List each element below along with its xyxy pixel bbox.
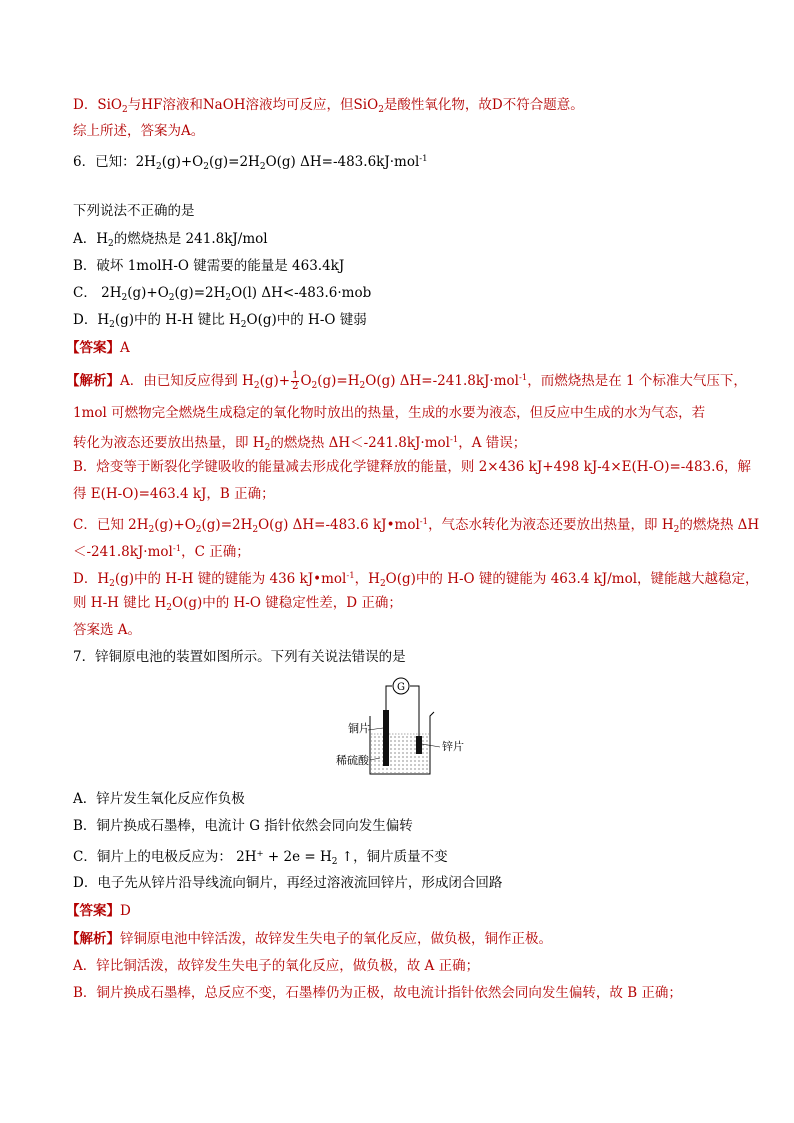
q6-analysis-line-4: B．焓变等于断裂化学键吸收的能量减去形成化学键释放的能量，则 2×436 kJ+498 kJ-4×E(H-O)=-483.6，解 — [73, 459, 751, 475]
zinc-label: 锌片 — [442, 740, 464, 753]
q6-option-b: B．破坏 1molH-O 键需要的能量是 463.4kJ — [73, 258, 345, 274]
q6-analysis-line-2: 1mol 可燃物完全燃烧生成稳定的氧化物时放出的热量，生成的水要为液态，但反应中生成的水为气态，若 — [73, 405, 706, 421]
zinc-electrode — [416, 736, 422, 754]
q7-option-d: D．电子先从锌片沿导线流向铜片，再经过溶液流回锌片，形成闭合回路 — [73, 875, 503, 891]
galvanometer-label: G — [397, 682, 405, 693]
q6-analysis-line-9: 则 H-H 键比 $H_2O(g)$中的 H-O 键稳定性差，D 正确； — [73, 595, 402, 613]
q6-analysis-line-1: 【解析】A．由已知反应得到 $H_2(g)+$ $\frac{1}{2}$ $O_2(g)=H_2O(g)$ ΔH=-241.8kJ·mol$^{-1}$，而燃烧热是在 1 个标准大气压下， — [66, 370, 747, 392]
wire-right — [410, 686, 419, 736]
q6-analysis-line-3: 转化为液态还要放出热量，即 $H_2$的燃烧热 ΔH＜-241.8kJ·mol$^{-1}$，A 错误； — [73, 435, 527, 453]
acid-label: 稀硫酸 — [336, 754, 369, 767]
q6-option-a: A．$H_2$的燃烧热是 241.8kJ/mol — [73, 231, 268, 249]
copper-electrode — [383, 710, 389, 766]
wire-left — [386, 686, 392, 712]
q6-analysis-conclusion: 答案选 A。 — [73, 622, 142, 638]
q7-stem: 7．锌铜原电池的装置如图所示。下列有关说法错误的是 — [73, 649, 406, 665]
q7-answer: 【答案】D — [66, 903, 131, 919]
q6-option-c: C． $2H_2(g)+O_2(g)=2H_2O(l)$ ΔH<-483.6·mob — [73, 285, 372, 303]
q6-analysis-line-8: D．$H_2(g)$中的 H-H 键的键能为 436 kJ•mol$^{-1}$，$H_2O(g)$中的 H-O 键的键能为 463.4 kJ/mol，键能越大越稳定， — [73, 571, 759, 589]
q7-option-b: B．铜片换成石墨棒，电流计 G 指针依然会同向发生偏转 — [73, 818, 413, 834]
q7-option-c: C．铜片上的电极反应为： $2H^+ + 2e = H_2$ ↑，铜片质量不变 — [73, 849, 448, 867]
q7-analysis-line-2: A．锌比铜活泼，故锌发生失电子的氧化反应，做负极，故 A 正确； — [73, 958, 480, 974]
copper-label: 铜片 — [348, 722, 370, 735]
q6-answer: 【答案】A — [66, 340, 130, 356]
q6-stem: 6．已知：$2H_2(g)+O_2(g)=2H_2O(g)$ ΔH=-483.6kJ·mol$^{-1}$ — [73, 154, 428, 172]
q7-option-a: A．锌片发生氧化反应作负极 — [73, 791, 245, 807]
q6-option-d: D．$H_2(g)$中的 H-H 键比 $H_2O(g)$中的 H-O 键弱 — [73, 312, 367, 330]
zinc-copper-cell-diagram — [330, 672, 480, 782]
fraction-one-half: $\frac{1}{2}$ — [292, 370, 299, 392]
q6-analysis-line-7: ＜-241.8kJ·mol$^{-1}$，C 正确； — [73, 544, 250, 560]
q7-analysis-line-3: B．铜片换成石墨棒，总反应不变，石墨棒仍为正极，故电流计指针依然会同向发生偏转，故 B 正确； — [73, 985, 682, 1001]
q7-analysis-line-1: 【解析】锌铜原电池中锌活泼，故锌发生失电子的氧化反应，做负极，铜作正极。 — [66, 931, 552, 947]
q5-summary: 综上所述，答案为A。 — [73, 123, 205, 139]
q6-analysis-line-6: C．已知 $2H_2(g)+O_2(g)=2H_2O(g)$ ΔH=-483.6 kJ•mol$^{-1}$，气态水转化为液态还要放出热量，即 $H_2$的燃烧热 ΔH — [73, 517, 760, 535]
q6-question: 下列说法不正确的是 — [73, 203, 195, 219]
q6-analysis-line-5: 得 E(H-O)=463.4 kJ，B 正确； — [73, 486, 275, 502]
q5-option-d: D．SiO$_2$与HF溶液和NaOH溶液均可反应，但SiO$_2$是酸性氧化物，故D不符合题意。 — [73, 97, 584, 115]
